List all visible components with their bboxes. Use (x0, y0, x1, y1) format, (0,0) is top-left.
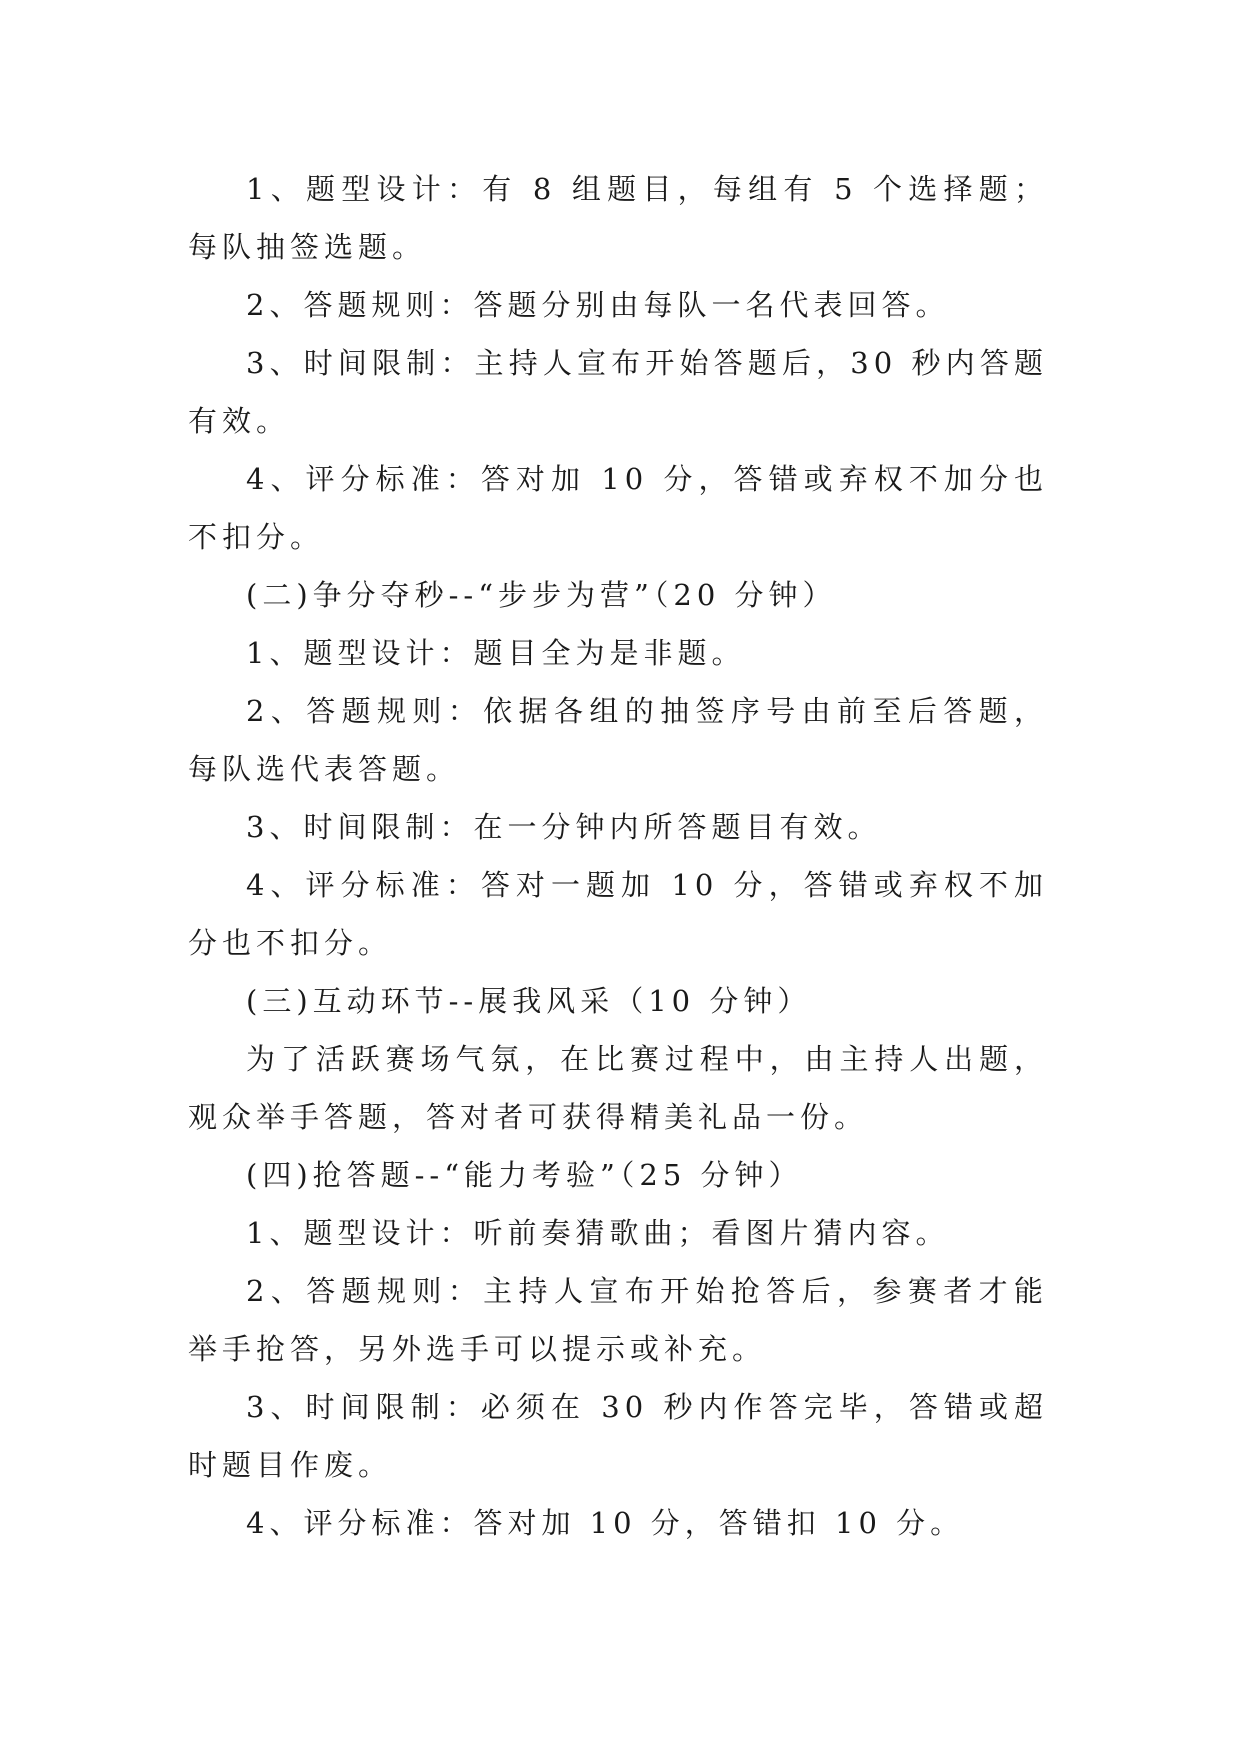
paragraph-1-answer-rules: 2、答题规则：答题分别由每队一名代表回答。 (246, 288, 950, 322)
paragraph-4-answer-rules: 2、答题规则：主持人宣布开始抢答后，参赛者才能举手抢答，另外选手可以提示或补充。 (188, 1274, 1048, 1366)
section-heading-2: (二)争分夺秒--“步步为营”（20 分钟） (246, 578, 837, 612)
paragraph-1-question-type: 1、题型设计：有 8 组题目，每组有 5 个选择题；每队抽签选题。 (188, 172, 1048, 264)
paragraph-3-interaction: 为了活跃赛场气氛，在比赛过程中，由主持人出题，观众举手答题，答对者可获得精美礼品一份。 (188, 1042, 1048, 1134)
document-body (188, 160, 1048, 1552)
paragraph-2-time-limit: 3、时间限制：在一分钟内所答题目有效。 (246, 810, 882, 844)
paragraph-2-scoring: 4、评分标准：答对一题加 10 分，答错或弃权不加分也不扣分。 (188, 868, 1048, 960)
paragraph-4-scoring: 4、评分标准：答对加 10 分，答错扣 10 分。 (246, 1506, 965, 1540)
paragraph-4-time-limit: 3、时间限制：必须在 30 秒内作答完毕，答错或超时题目作废。 (188, 1390, 1048, 1482)
paragraph-2-question-type: 1、题型设计：题目全为是非题。 (246, 636, 746, 670)
section-heading-3: (三)互动环节--展我风采（10 分钟） (246, 984, 812, 1018)
paragraph-1-time-limit: 3、时间限制：主持人宣布开始答题后，30 秒内答题有效。 (188, 346, 1048, 438)
paragraph-4-question-type: 1、题型设计：听前奏猜歌曲；看图片猜内容。 (246, 1216, 950, 1250)
section-heading-4: (四)抢答题--“能力考验”（25 分钟） (246, 1158, 803, 1192)
paragraph-2-answer-rules: 2、答题规则：依据各组的抽签序号由前至后答题，每队选代表答题。 (188, 694, 1048, 786)
paragraph-1-scoring: 4、评分标准：答对加 10 分，答错或弃权不加分也不扣分。 (188, 462, 1048, 554)
